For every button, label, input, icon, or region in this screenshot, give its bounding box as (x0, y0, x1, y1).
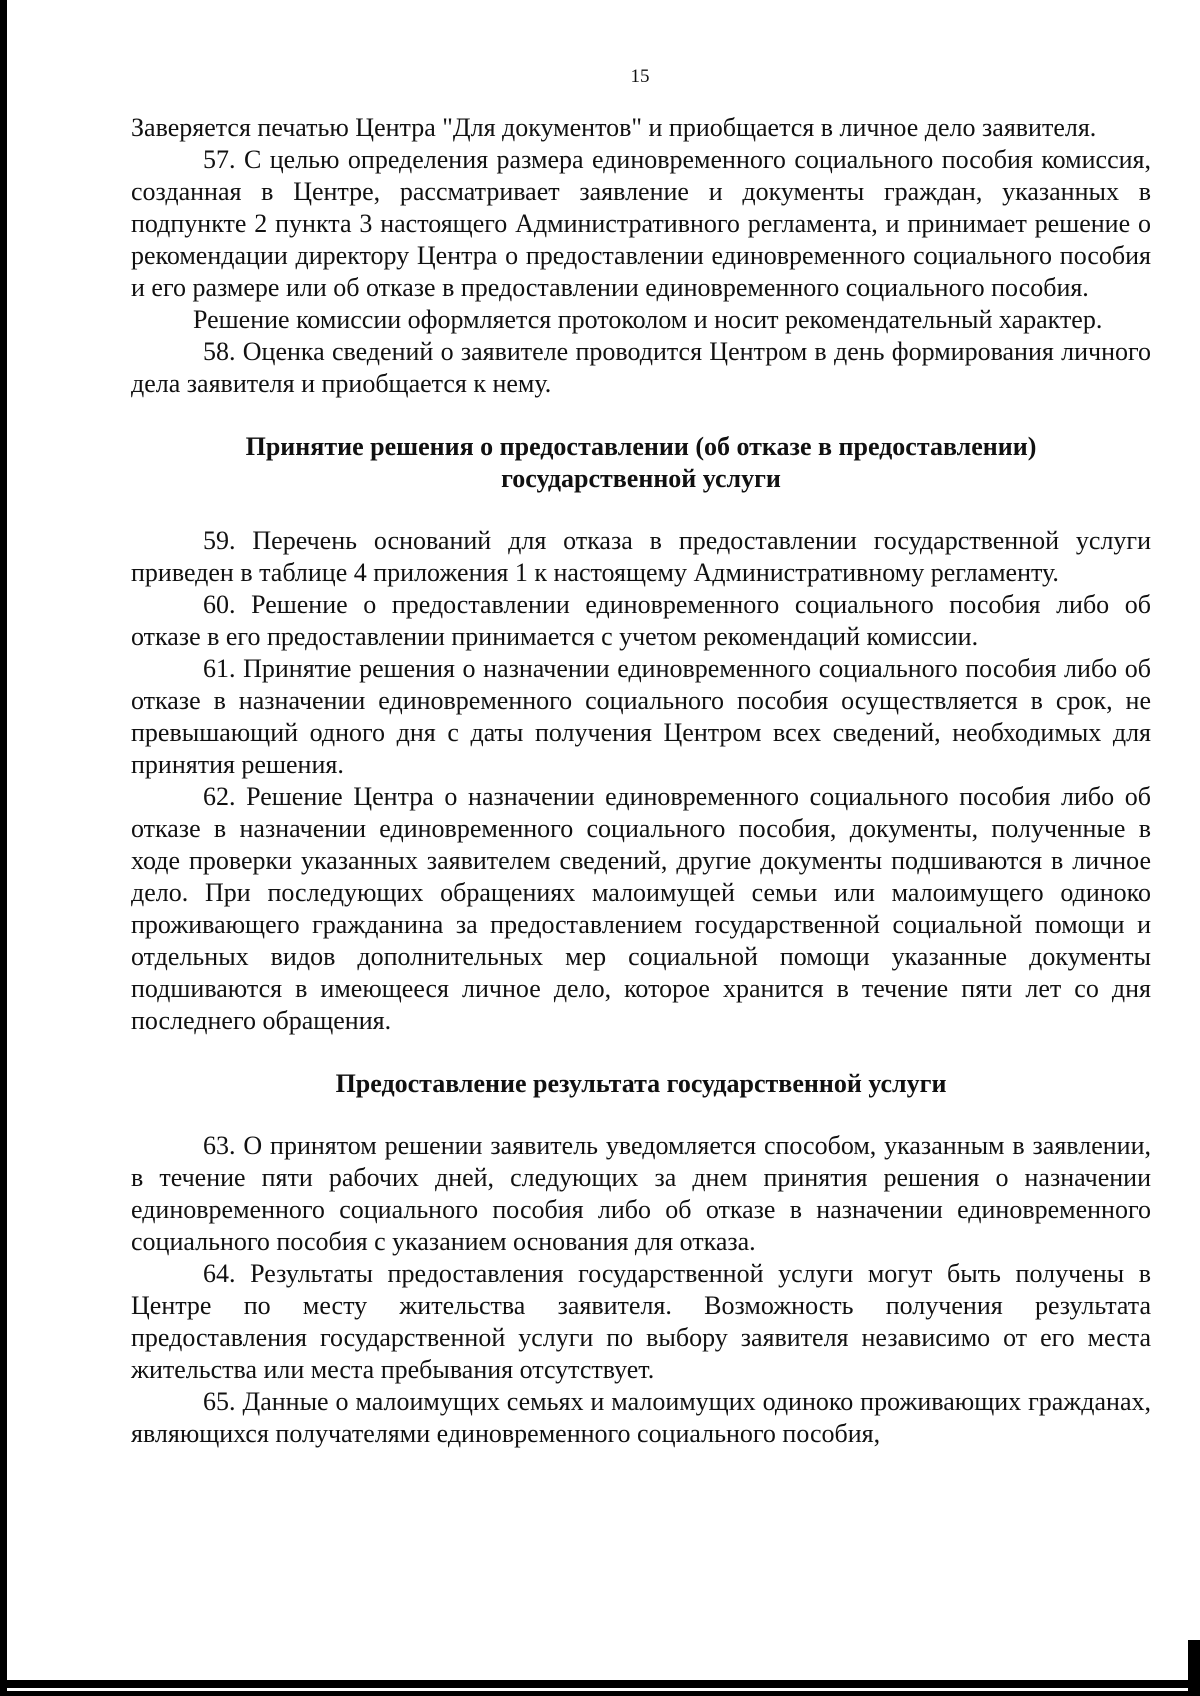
scan-border-bottom-secondary (0, 1691, 1200, 1696)
paragraph-59: 59. Перечень оснований для отказа в предоставлении государственной услуги приведен в таблице 4 приложения 1 к настоящему Административному регламенту. (131, 526, 1151, 587)
paragraph-intro: Заверяется печатью Центра "Для документов" и приобщается в личное дело заявителя. (131, 113, 1097, 142)
paragraph-61: 61. Принятие решения о назначении единовременного социального пособия либо об отказе в назначении единовременного социального пособия осуществляется в срок, не превышающий одного дня с даты получения Центром всех сведений, необходимых для принятия решения. (131, 654, 1151, 779)
scan-border-bottom (0, 1680, 1200, 1688)
scan-border-right (1188, 1640, 1200, 1696)
paragraph-57: 57. С целью определения размера единовременного социального пособия комиссия, созданная в Центре, рассматривает заявление и документы граждан, указанных в подпункте 2 пункта 3 настоящего Административного регламента, и принимает решение о рекомендации директору Центра о предоставлении единовременного социального пособия и его размере или об отказе в предоставлении единовременного социального пособия. (131, 145, 1151, 302)
page-number: 15 (630, 66, 650, 87)
section-heading-result: Предоставление результата государственной услуги (335, 1069, 947, 1098)
section-heading-decision-line1: Принятие решения о предоставлении (об отказе в предоставлении) (245, 432, 1037, 461)
section-heading-decision-line2: государственной услуги (501, 464, 781, 493)
document-body (131, 112, 1151, 1450)
paragraph-60: 60. Решение о предоставлении единовременного социального пособия либо об отказе в его предоставлении принимается с учетом рекомендаций комиссии. (131, 590, 1151, 651)
scan-border-left (0, 0, 7, 1696)
paragraph-64: 64. Результаты предоставления государственной услуги могут быть получены в Центре по месту жительства заявителя. Возможность получения результата предоставления государственной услуги по выбору заявителя независимо от его места жительства или места пребывания отсутствует. (131, 1259, 1151, 1384)
paragraph-65: 65. Данные о малоимущих семьях и малоимущих одиноко проживающих гражданах, являющихся получателями единовременного социального пособия, (131, 1387, 1151, 1448)
paragraph-63: 63. О принятом решении заявитель уведомляется способом, указанным в заявлении, в течение пяти рабочих дней, следующих за днем принятия решения о назначении единовременного социального пособия либо об отказе в назначении единовременного социального пособия с указанием основания для отказа. (131, 1131, 1151, 1256)
paragraph-57-decision: Решение комиссии оформляется протоколом и носит рекомендательный характер. (193, 305, 1103, 334)
paragraph-62: 62. Решение Центра о назначении единовременного социального пособия либо об отказе в назначении единовременного социального пособия, документы, полученные в ходе проверки указанных заявителем сведений, другие документы подшиваются в личное дело. При последующих обращениях малоимущей семьи или малоимущего одиноко проживающего гражданина за предоставлением государственной социальной помощи и отдельных видов дополнительных мер социальной помощи указанные документы подшиваются в имеющееся личное дело, которое хранится в течение пяти лет со дня последнего обращения. (131, 782, 1151, 1035)
paragraph-58: 58. Оценка сведений о заявителе проводится Центром в день формирования личного дела заявителя и приобщается к нему. (131, 337, 1151, 398)
section-heading-decision (131, 431, 1151, 495)
